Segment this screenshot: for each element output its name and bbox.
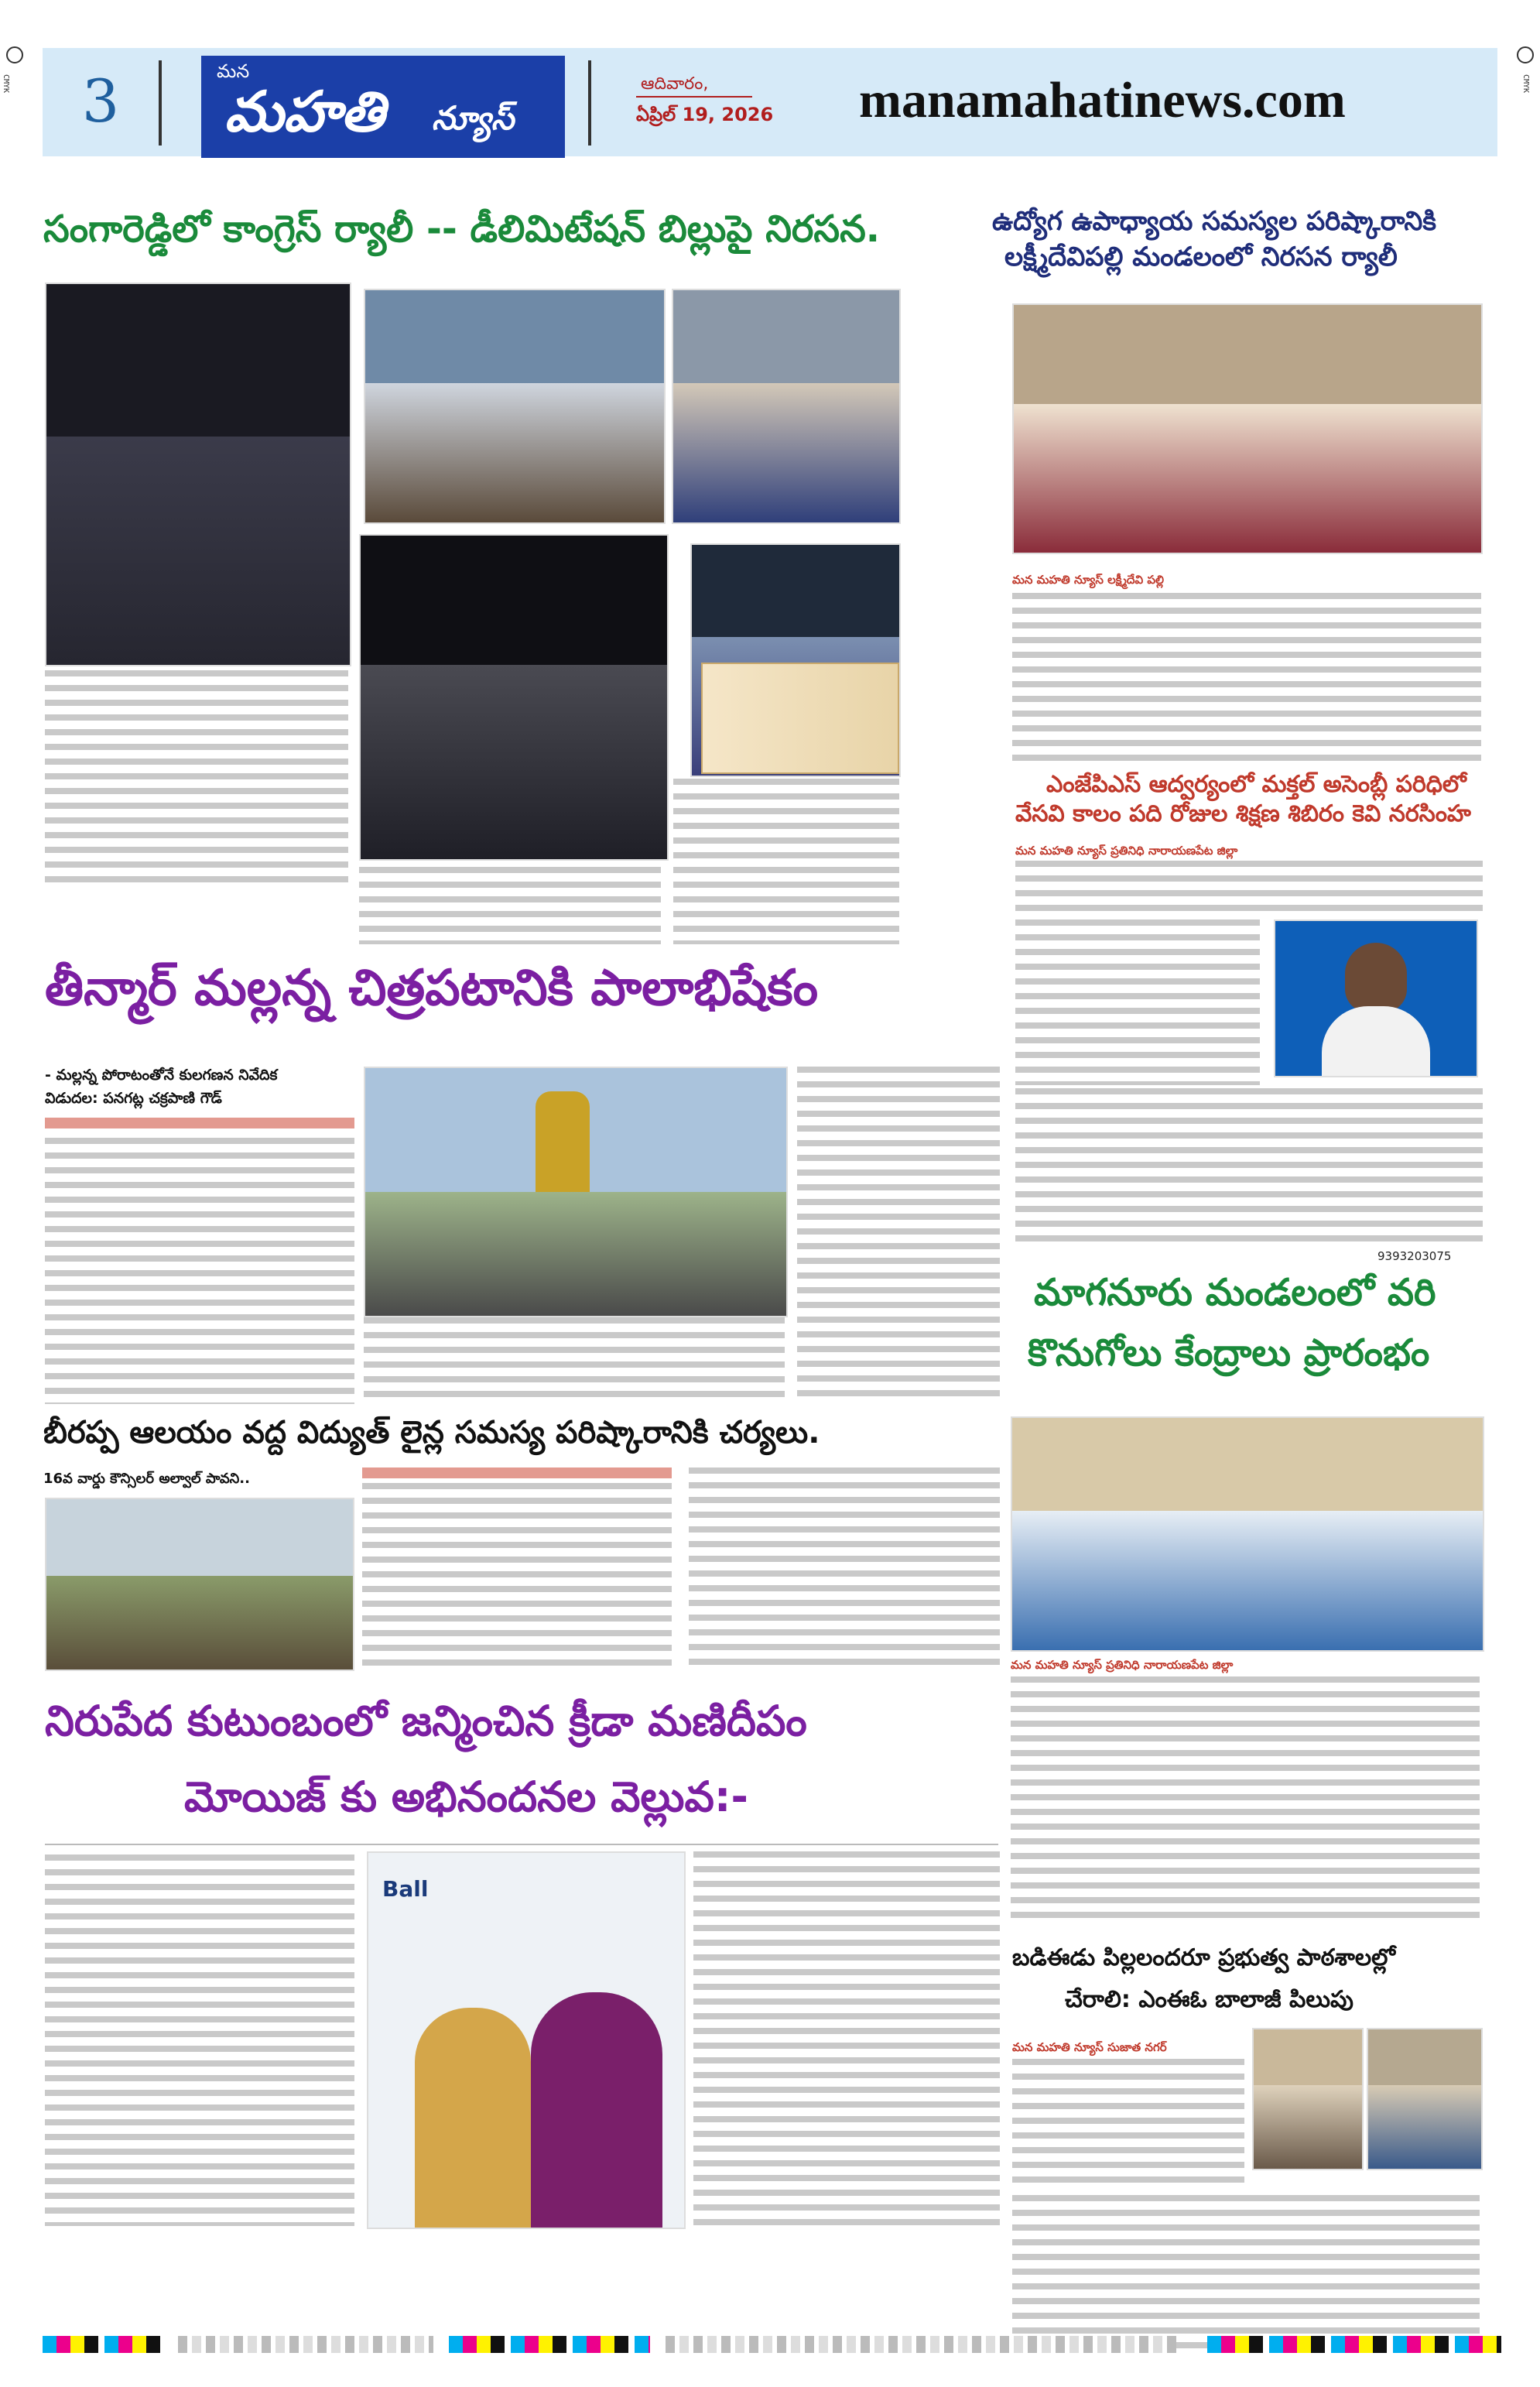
byline-paddy: మన మహతి న్యూస్ ప్రతినిధి నారాయణపేట జిల్లా	[1011, 1658, 1234, 1672]
article-congress-rally-col1	[45, 670, 348, 889]
photo-paddy-centre	[1011, 1416, 1484, 1652]
headline-teenmar-mallanna: తీన్మార్ మల్లన్న చిత్రపటానికి పాలాభిషేకం	[45, 960, 819, 1017]
photo-moiz-felicitation	[367, 1851, 686, 2229]
masthead-small-text: మన	[217, 60, 250, 82]
headline-congress-rally: సంగారెడ్డిలో కాంగ్రెస్ ర్యాలీ -- డీలిమిటేషన్ బిల్లుపై నిరసన.	[43, 207, 881, 251]
website-url[interactable]: manamahatinews.com	[859, 72, 1346, 128]
headline-sports-line2: మోయిజ్ కు అభినందనల వెల్లువ:-	[184, 1772, 748, 1821]
article-mallanna-col1	[45, 1138, 354, 1404]
article-sports-col1	[45, 1854, 354, 2226]
article-sports-col2	[693, 1851, 1000, 2226]
headline-paddy-line1: మాగనూరు మండలంలో వరి	[1034, 1271, 1436, 1314]
masthead-news-text: న్యూస్	[432, 99, 515, 137]
photo-congress-rally-2	[364, 289, 666, 524]
color-strip-mid3	[666, 2336, 1176, 2353]
registration-mark-left	[6, 46, 23, 63]
byline-school: మన మహతి న్యూస్ సుజాత నగర్	[1012, 2040, 1167, 2054]
article-paddy	[1011, 1676, 1480, 1924]
photo-mallanna-statue	[364, 1067, 788, 1317]
article-employee-rally	[1012, 593, 1481, 765]
issue-weekday: ఆదివారం,	[641, 74, 709, 94]
article-school-left	[1012, 2059, 1244, 2190]
header-divider-right	[588, 60, 591, 146]
issue-date: ఏప్రిల్ 19, 2026	[636, 104, 774, 125]
headline-school-line2: చేరాలి: ఎంఈఓ బాలాజీ పిలుపు	[1065, 1986, 1353, 2013]
registration-mark-right	[1517, 46, 1534, 63]
photo-congress-rally-1	[45, 283, 351, 666]
byline-electricity	[362, 1467, 672, 1478]
headline-training-camp-line2: వేసవి కాలం పది రోజుల శిక్షణ శిబిరం కెవి నరసింహ	[1015, 800, 1471, 827]
headline-school-line1: బడిఈడు పిల్లలందరూ ప్రభుత్వ పాఠశాలల్లో	[1012, 1944, 1395, 1971]
article-congress-rally-col3	[673, 779, 899, 944]
color-strip-left	[43, 2336, 166, 2353]
photo-label-ball: Ball	[382, 1876, 429, 1902]
photo-employee-rally	[1012, 303, 1483, 554]
sub-electricity: 16వ వార్డు కౌన్సిలర్ అల్వాల్ పావని..	[43, 1471, 250, 1487]
headline-training-camp-line1: ఎంజేపిఎస్ ఆద్వర్యంలో మక్తల్ అసెంబ్లీ పరిధిలో	[1046, 771, 1466, 798]
article-mallanna-col2	[364, 1317, 785, 1402]
byline-mallanna	[45, 1118, 354, 1128]
date-underline	[636, 96, 752, 98]
photo-school-1	[1252, 2028, 1364, 2170]
article-electricity-col1	[362, 1483, 672, 1669]
page-number: 3	[81, 66, 120, 135]
photo-school-2	[1367, 2028, 1483, 2170]
article-training-camp-top	[1015, 861, 1483, 918]
headline-employee-rally-line1: ఉద్యోగ ఉపాధ్యాయ సమస్యల పరిష్కారానికి	[992, 206, 1437, 237]
photo-kv-narasimha	[1274, 920, 1478, 1077]
cmyk-mark-right: CMYK	[1521, 74, 1530, 94]
article-training-camp-bottom	[1015, 1088, 1483, 1248]
cmyk-mark-left: CMYK	[2, 74, 10, 94]
masthead-big-text: మహతి	[224, 79, 385, 144]
article-congress-rally-col2	[359, 867, 661, 944]
sub-mallanna-line2: విడుదల: పనగట్ల చక్రపాణి గౌడ్	[45, 1090, 222, 1107]
training-camp-phone: 9393203075	[1377, 1249, 1452, 1263]
sports-separator	[45, 1844, 998, 1845]
article-school-bottom	[1012, 2195, 1480, 2350]
photo-congress-rally-4	[359, 534, 669, 861]
headline-paddy-line2: కొనుగోలు కేంద్రాలు ప్రారంభం	[1028, 1331, 1430, 1375]
article-mallanna-col3	[797, 1067, 1000, 1402]
byline-employee-rally: మన మహతి న్యూస్ లక్ష్మీదేవి పల్లి	[1012, 573, 1165, 587]
headline-sports-line1: నిరుపేద కుటుంబంలో జన్మించిన క్రీడా మణిదీపం	[45, 1697, 807, 1745]
masthead-logo	[201, 56, 565, 158]
poster-banner	[701, 663, 899, 774]
color-strip-mid2	[449, 2336, 650, 2353]
color-strip-right	[1207, 2336, 1501, 2353]
article-training-camp-left	[1015, 920, 1260, 1085]
byline-training-camp: మన మహతి న్యూస్ ప్రతినిధి నారాయణపేట జిల్లా	[1015, 844, 1238, 858]
photo-electricity-site	[45, 1498, 354, 1671]
header-divider-left	[159, 60, 162, 146]
headline-employee-rally-line2: లక్ష్మీదేవిపల్లి మండలంలో నిరసన ర్యాలీ	[1004, 241, 1398, 272]
photo-congress-rally-3	[672, 289, 901, 524]
sub-mallanna-line1: - మల్లన్న పోరాటంతోనే కులగణన నివేదిక	[45, 1067, 278, 1084]
headline-electricity: బీరప్ప ఆలయం వద్ద విద్యుత్ లైన్ల సమస్య పరిష్కారానికి చర్యలు.	[43, 1415, 820, 1450]
article-electricity-col2	[689, 1467, 1000, 1669]
color-strip-mid1	[178, 2336, 433, 2353]
